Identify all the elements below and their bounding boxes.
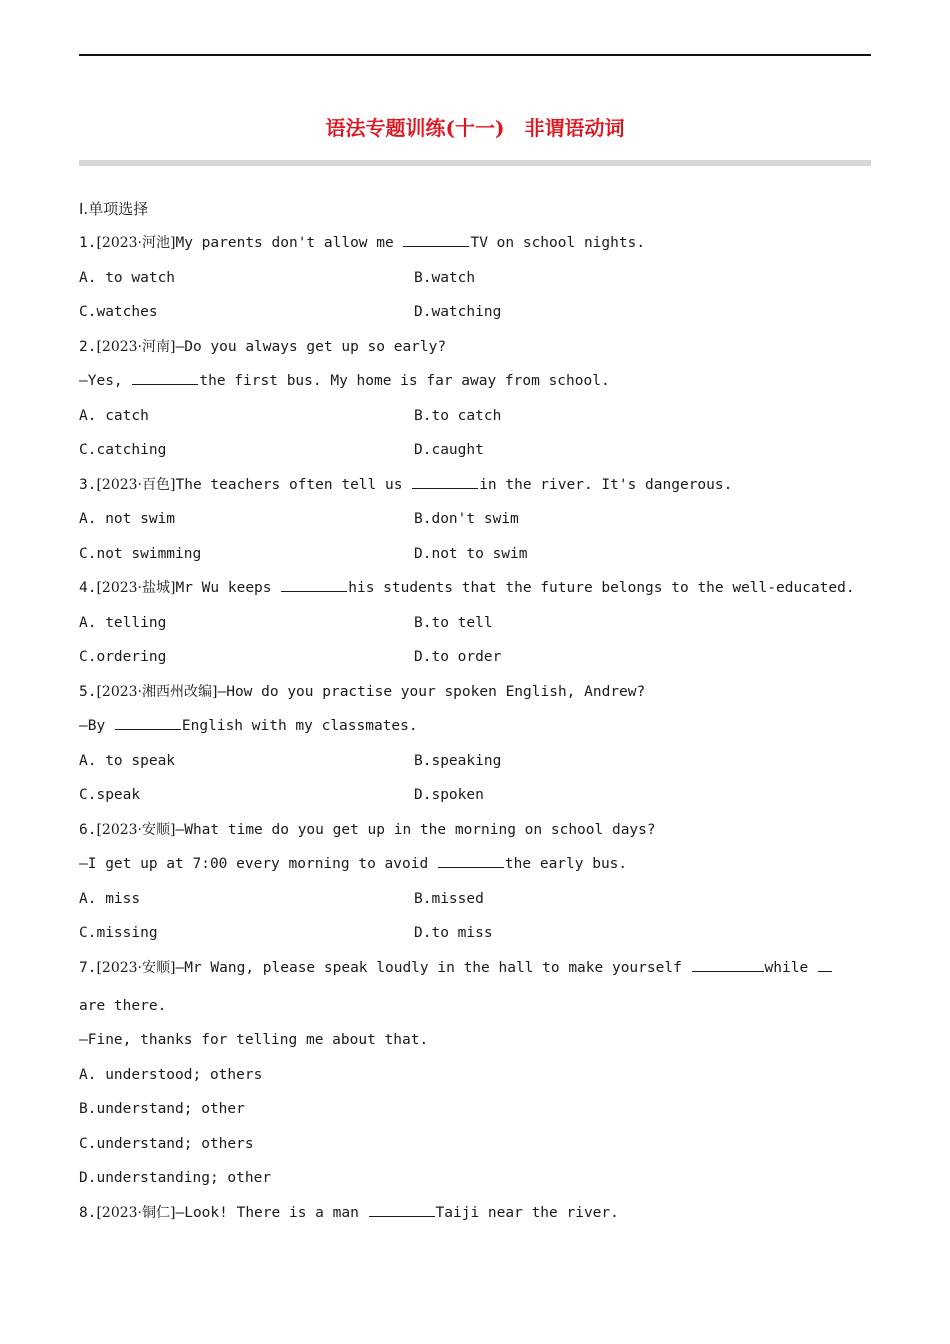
question-7 — [79, 951, 879, 989]
option-d[interactable]: D.to order — [414, 649, 502, 665]
options-row — [79, 502, 879, 537]
option-a[interactable]: A. miss — [79, 890, 141, 907]
question-6 — [79, 813, 879, 848]
question-number: 5. — [79, 683, 97, 700]
question-5 — [79, 675, 879, 710]
question-1 — [79, 226, 879, 261]
question-number: 3. — [79, 476, 97, 493]
option-c[interactable]: C.speak — [79, 787, 141, 803]
top-rule — [79, 54, 871, 56]
question-text: TV on school nights. — [470, 235, 646, 251]
option-d[interactable]: D.watching — [414, 304, 502, 320]
question-text: —I get up at 7:00 every morning to avoid — [79, 856, 437, 872]
question-source: [2023·百色] — [96, 476, 176, 493]
page-title: 语法专题训练(十一) 非谓语动词 — [325, 116, 625, 140]
title-divider — [79, 160, 871, 166]
question-text: English with my classmates. — [181, 718, 418, 734]
question-text: —Do you always get up so early? — [175, 338, 447, 355]
option-b[interactable]: B.understand; other — [79, 1101, 245, 1117]
option-d[interactable]: D.to miss — [414, 925, 493, 941]
option-a[interactable]: A. to watch — [79, 269, 176, 286]
option-d[interactable]: D.caught — [414, 442, 484, 458]
question-3 — [79, 468, 879, 503]
options-row — [79, 778, 879, 813]
question-source: [2023·湘西州改编] — [96, 683, 218, 700]
question-source: [2023·铜仁] — [96, 1204, 176, 1221]
option-d[interactable]: D.not to swim — [414, 545, 528, 562]
option-b[interactable]: B.to catch — [414, 407, 502, 424]
question-6-reply — [79, 847, 879, 882]
question-4 — [79, 571, 879, 606]
answer-blank[interactable] — [403, 231, 469, 247]
options-row — [79, 261, 879, 296]
option-c[interactable]: C.ordering — [79, 649, 167, 665]
option-d[interactable]: D.understanding; other — [79, 1170, 272, 1186]
option-c[interactable]: C.watches — [79, 304, 158, 320]
question-number: 4. — [79, 580, 97, 596]
question-7-reply — [79, 1023, 879, 1058]
options-row — [79, 744, 879, 779]
question-number: 2. — [79, 338, 97, 355]
options-row — [79, 606, 879, 641]
answer-blank[interactable] — [369, 1201, 435, 1217]
question-text: My parents don't allow me — [175, 235, 403, 251]
question-text: the first bus. My home is far away from school. — [199, 373, 610, 389]
options-row — [79, 295, 879, 330]
answer-blank[interactable] — [115, 714, 181, 730]
answer-blank[interactable] — [438, 852, 504, 868]
question-text: his students that the future belongs to the well-educated. — [348, 580, 855, 596]
question-source: [2023·河池] — [96, 235, 176, 251]
question-source: [2023·盐城] — [96, 580, 176, 596]
question-source: [2023·安顺] — [96, 959, 176, 976]
question-text: —Fine, thanks for telling me about that. — [79, 1032, 429, 1048]
option-c[interactable]: C.catching — [79, 442, 167, 458]
question-source: [2023·安顺] — [96, 821, 176, 838]
question-number: 7. — [79, 959, 97, 976]
question-number: 8. — [79, 1204, 97, 1221]
options-row — [79, 916, 879, 951]
option-b[interactable]: B.to tell — [414, 614, 493, 631]
question-2-reply — [79, 364, 879, 399]
answer-blank[interactable] — [818, 956, 832, 972]
question-text: —Look! There is a man — [175, 1204, 368, 1221]
worksheet-content — [79, 192, 879, 1230]
options-row — [79, 640, 879, 675]
question-8 — [79, 1196, 879, 1231]
question-source: [2023·河南] — [96, 338, 176, 355]
section-heading: Ⅰ.单项选择 — [79, 200, 149, 218]
question-text: the early bus. — [504, 856, 628, 872]
option-d[interactable]: D.spoken — [414, 787, 484, 803]
question-number: 6. — [79, 821, 97, 838]
option-b[interactable]: B.missed — [414, 890, 484, 907]
option-c[interactable]: C.not swimming — [79, 545, 202, 562]
option-a[interactable]: A. catch — [79, 407, 149, 424]
option-b[interactable]: B.don't swim — [414, 511, 519, 527]
option-a[interactable]: A. not swim — [79, 511, 176, 527]
question-5-reply — [79, 709, 879, 744]
question-text: are there. — [79, 997, 167, 1014]
answer-blank[interactable] — [412, 473, 478, 489]
option-a[interactable]: A. telling — [79, 614, 167, 631]
question-text: in the river. It's dangerous. — [479, 476, 733, 493]
options-row — [79, 882, 879, 917]
question-text: The teachers often tell us — [175, 476, 412, 493]
option-c[interactable]: C.missing — [79, 925, 158, 941]
question-text: while — [764, 959, 817, 976]
answer-blank[interactable] — [692, 956, 764, 972]
question-text: —Yes, — [79, 373, 132, 389]
question-text: Taiji near the river. — [435, 1204, 619, 1221]
question-text: —Mr Wang, please speak loudly in the hall to make yourself — [175, 959, 691, 976]
question-text: —What time do you get up in the morning on school days? — [175, 821, 656, 838]
question-number: 1. — [79, 235, 97, 251]
option-c[interactable]: C.understand; others — [79, 1135, 254, 1152]
option-a[interactable]: A. understood; others — [79, 1066, 263, 1083]
question-text: —By — [79, 718, 114, 734]
option-b[interactable]: B.speaking — [414, 752, 502, 769]
answer-blank[interactable] — [281, 576, 347, 592]
option-b[interactable]: B.watch — [414, 269, 476, 286]
options-row — [79, 433, 879, 468]
question-text: —How do you practise your spoken English, Andrew? — [217, 683, 646, 700]
question-7-continued — [79, 989, 879, 1024]
question-text: Mr Wu keeps — [175, 580, 281, 596]
options-row — [79, 537, 879, 572]
answer-blank[interactable] — [132, 369, 198, 385]
question-2 — [79, 330, 879, 365]
option-a[interactable]: A. to speak — [79, 752, 176, 769]
options-row — [79, 399, 879, 434]
